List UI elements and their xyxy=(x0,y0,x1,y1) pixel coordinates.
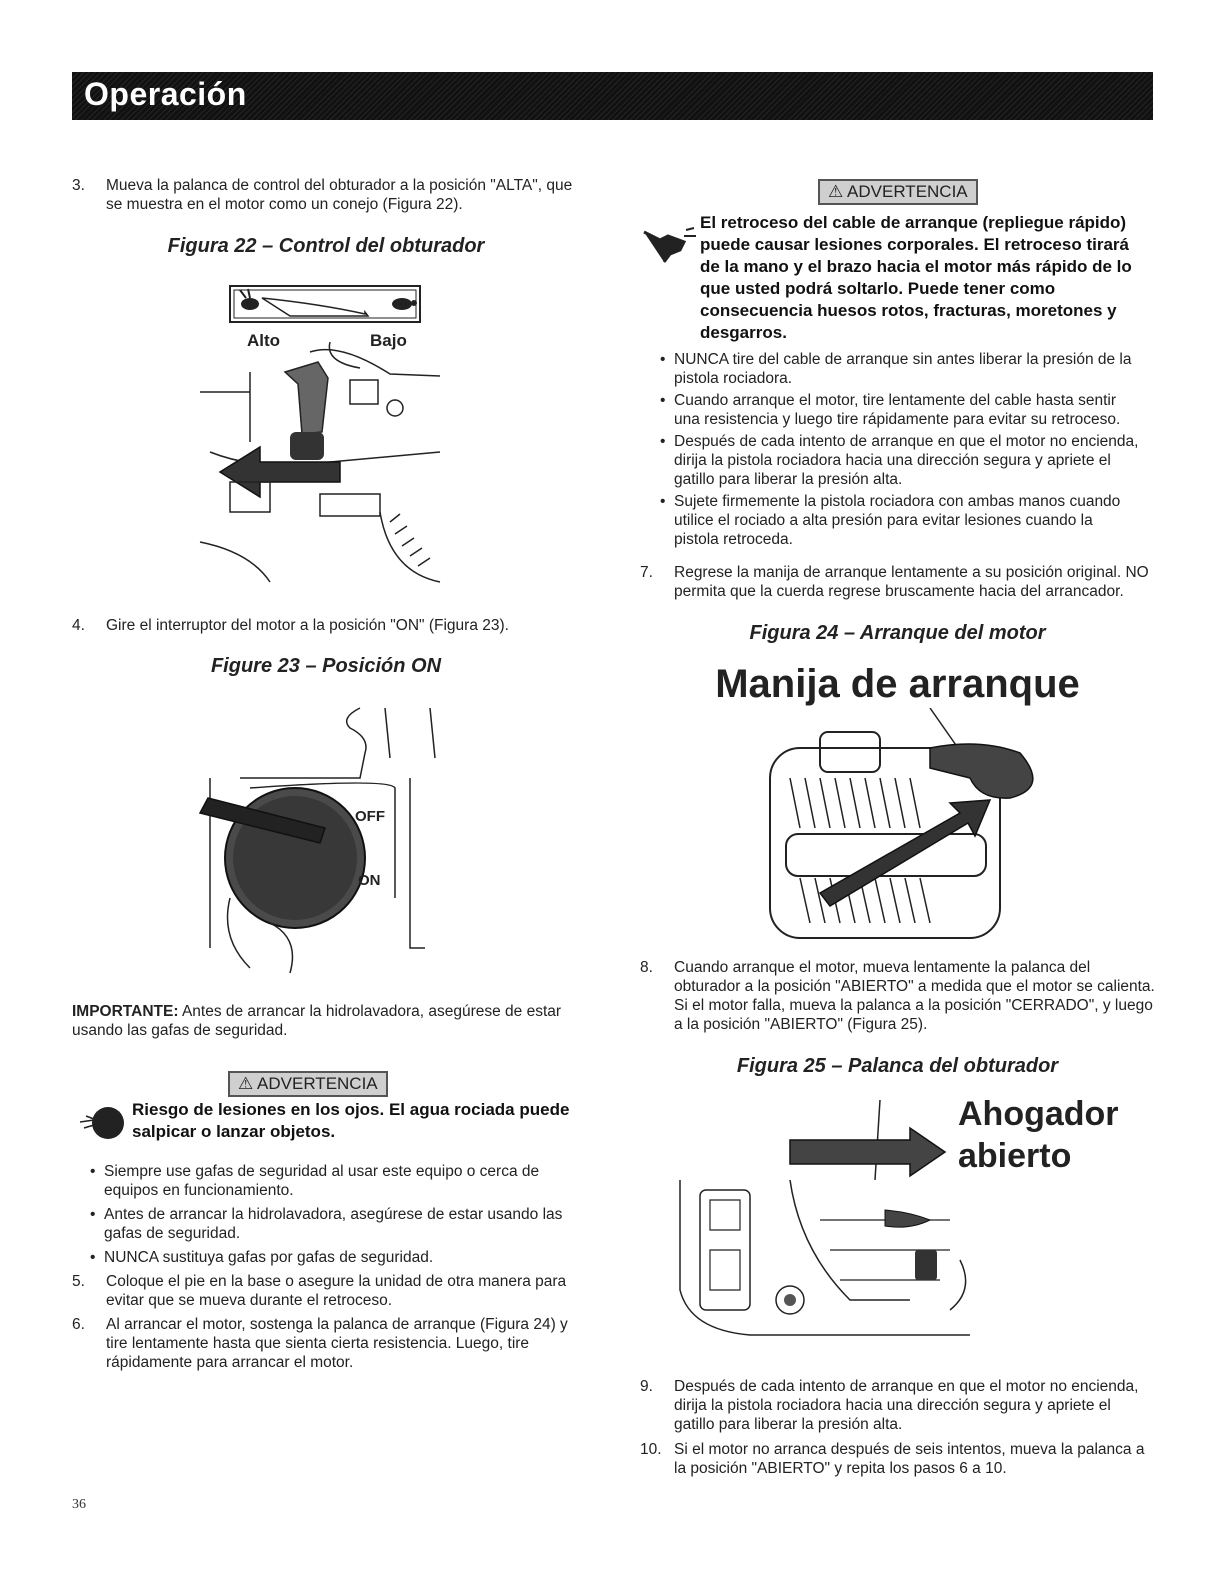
warning-headline: Riesgo de lesiones en los ojos. El agua rociada puede salpicar o lanzar objetos. xyxy=(132,1100,570,1141)
important-text: Antes de arrancar la hidrolavadora, asegúrese de estar usando las gafas de seguridad. xyxy=(72,1003,562,1039)
warning-badge-label: ADVERTENCIA xyxy=(257,1074,378,1093)
step-7 xyxy=(640,563,1155,603)
step-number: 4. xyxy=(72,617,85,634)
label-alto: Alto xyxy=(247,331,281,350)
figure-25-choke-lever xyxy=(670,1100,970,1350)
figure-23-caption: Figure 23 – Posición ON xyxy=(210,655,442,677)
important-label: IMPORTANTE: xyxy=(72,1003,179,1020)
step-8 xyxy=(640,958,1155,1038)
step-text: Después de cada intento de arranque en que el motor no encienda, dirija la pistola rociadora hacia una dirección segura y apriete el gatillo para liberar la presión alta. xyxy=(674,1378,1139,1433)
rabbit-icon xyxy=(240,289,259,310)
eye-injury-icon xyxy=(76,1098,128,1148)
step-number: 9. xyxy=(640,1378,653,1395)
important-note xyxy=(72,1002,580,1042)
label-ahogador-abierto: Ahogador abierto xyxy=(958,1095,1119,1175)
hand-recoil-icon xyxy=(640,214,700,274)
step-text: Si el motor no arranca después de seis intentos, mueva la palanca a la posición "ABIERTO" y repita los pasos 6 a 10. xyxy=(674,1441,1145,1477)
step-9 xyxy=(640,1377,1155,1437)
step-text: Gire el interruptor del motor a la posición "ON" (Figura 23). xyxy=(106,617,509,634)
figure-22-caption: Figura 22 – Control del obturador xyxy=(167,235,485,257)
step-number: 5. xyxy=(72,1273,85,1290)
figure-23-engine-switch xyxy=(190,698,460,978)
warning-badge xyxy=(818,179,978,205)
step-5 xyxy=(72,1272,580,1312)
step-number: 8. xyxy=(640,959,653,976)
step-6 xyxy=(72,1315,580,1375)
figure-24-caption: Figura 24 – Arranque del motor xyxy=(749,622,1046,644)
figure-22-choke-control xyxy=(190,282,460,602)
figure-25-caption: Figura 25 – Palanca del obturador xyxy=(736,1055,1059,1077)
step-4 xyxy=(72,616,580,636)
step-text: Cuando arranque el motor, mueva lentamente la palanca del obturador a la posición "ABIERTO" a medida que el motor se calienta. Si el motor falla, mueva la palanca a la posición "CERRADO", y luego a la posición "ABIERTO" (Figura 25). xyxy=(674,959,1155,1033)
step-10 xyxy=(640,1440,1155,1480)
step-text: Regrese la manija de arranque lentamente a su posición original. NO permita que la cuerda regrese bruscamente hacia del arrancador. xyxy=(674,564,1149,600)
label-manija-de-arranque: Manija de arranque xyxy=(715,662,1080,706)
step-text: Coloque el pie en la base o asegure la unidad de otra manera para evitar que se mueva durante el retroceso. xyxy=(106,1273,567,1309)
warning-badge xyxy=(228,1071,388,1097)
step-text: Mueva la palanca de control del obturador a la posición "ALTA", que se muestra en el motor como un conejo (Figura 22). xyxy=(106,177,573,213)
warning-triangle-icon: ⚠ xyxy=(238,1074,254,1093)
section-header xyxy=(72,72,1153,120)
page-number: 36 xyxy=(72,1497,86,1512)
label-bajo: Bajo xyxy=(370,331,407,350)
step-3 xyxy=(72,176,580,216)
label-on: ON xyxy=(358,872,381,889)
step-text: Al arrancar el motor, sostenga la palanca de arranque (Figura 24) y tire lentamente hasta que sienta cierta resistencia. Luego, tire rápidamente para arrancar el motor. xyxy=(106,1316,568,1371)
turtle-icon xyxy=(392,298,417,310)
step-number: 6. xyxy=(72,1316,85,1333)
warning-badge-label: ADVERTENCIA xyxy=(847,182,968,201)
warning-headline: El retroceso del cable de arranque (repliegue rápido) puede causar lesiones corporales. El retroceso tirará de la mano y el brazo hacia el motor más rápido de lo que usted podrá soltarlo. Puede tener como consecuencia huesos rotos, fracturas, moretones y desgarros. xyxy=(700,213,1132,342)
step-number: 7. xyxy=(640,564,653,581)
step-number: 10. xyxy=(640,1441,662,1458)
section-title: Operación xyxy=(84,76,247,112)
warning-triangle-icon: ⚠ xyxy=(828,182,844,201)
step-number: 3. xyxy=(72,177,85,194)
label-off: OFF xyxy=(355,808,385,825)
figure-24-starter-handle xyxy=(750,708,1050,948)
